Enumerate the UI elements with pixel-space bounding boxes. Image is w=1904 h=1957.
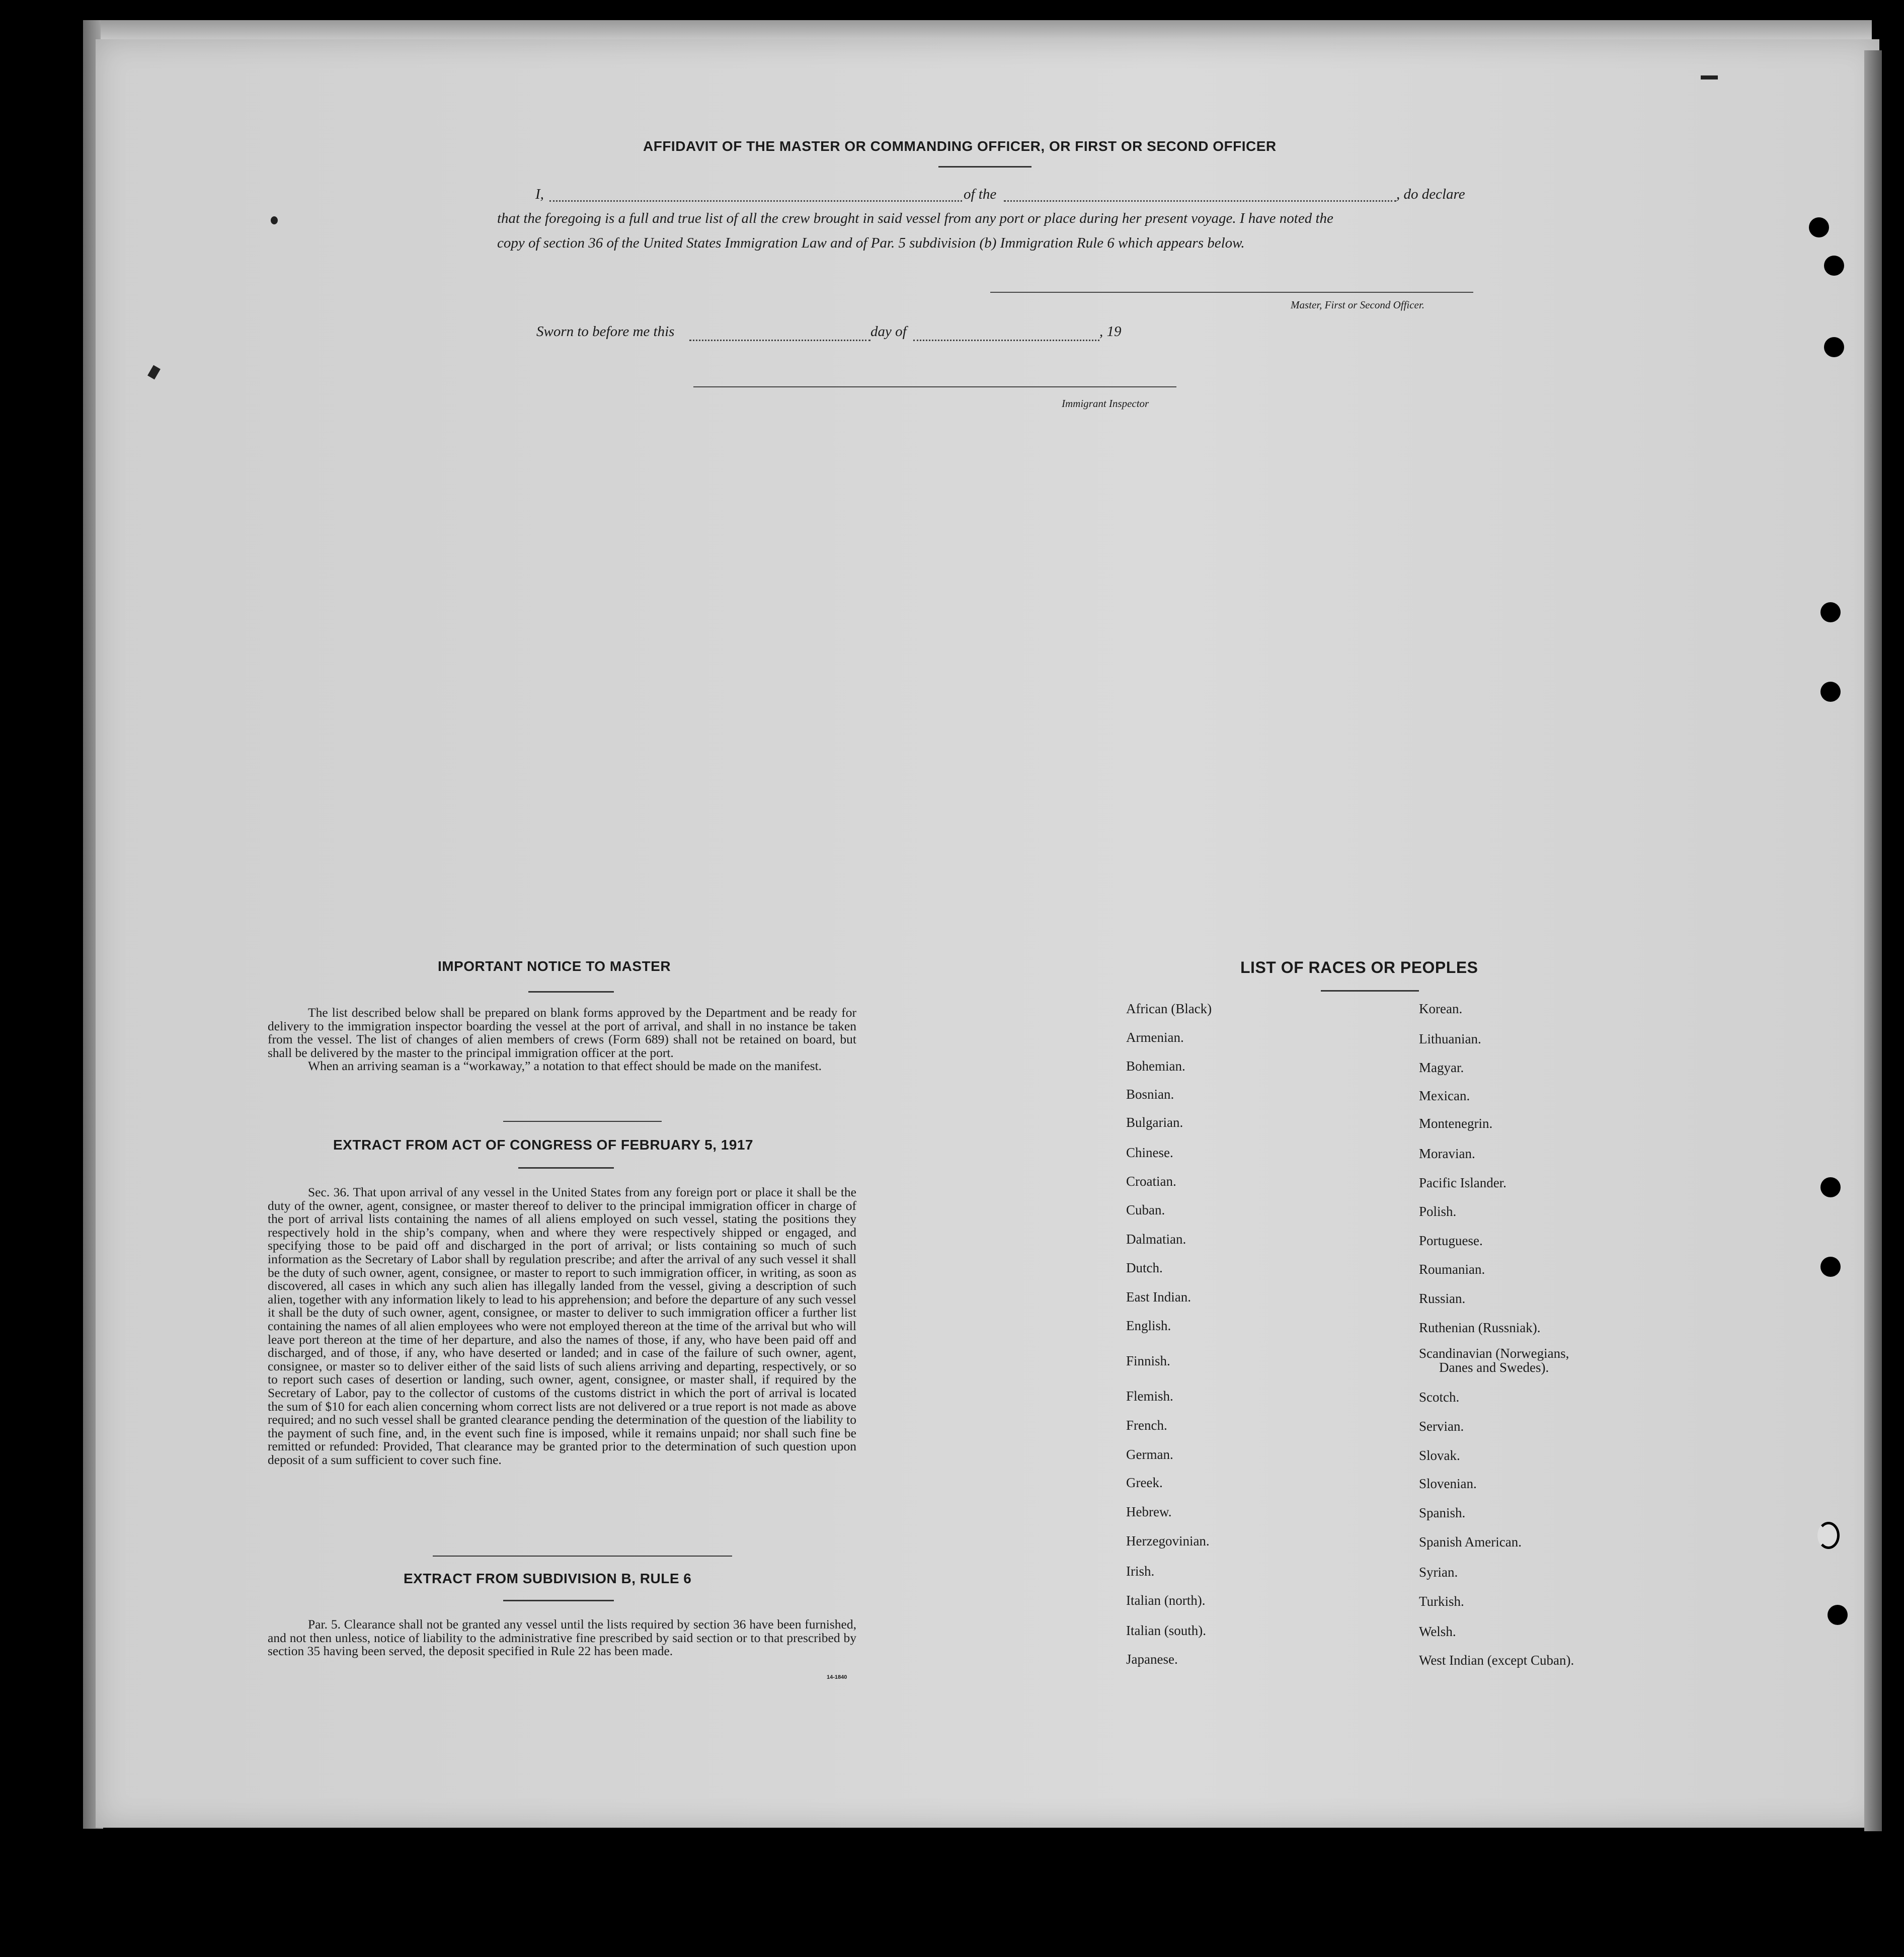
affidavit-title: AFFIDAVIT OF THE MASTER OR COMMANDING OFFICER, OR FIRST OR SECOND OFFICER	[643, 138, 1277, 154]
race-item-left: Dalmatian.	[1126, 1232, 1186, 1247]
affidavit-of-the-label: of the	[964, 186, 997, 202]
punch-hole	[1820, 682, 1841, 702]
officer-signature-field[interactable]	[990, 292, 1473, 293]
section-divider	[433, 1556, 732, 1557]
act-extract-paragraph: Sec. 36. That upon arrival of any vessel in the United States from any foreign port or place it shall be the duty of the owner, agent, consignee, or master thereof to deliver to the principal immigration officer in charge of the port of arrival lists containing the names of all aliens employed on such vessel, stating the positions they respectively hold in the ship’s company, when and where they were respectively shipped or engaged, and specifying those to be paid off and discharged in the port of arrival; or lists containing so much of such information as the Secretary of Labor shall by regulation prescribe; and after the arrival of any such vessel it shall be the duty of such owner, agent, consignee, or master to report to such immigration officer, in writing, as soon as discovered, all cases in which any such alien has illegally landed from the vessel, giving a description of such alien, together with any information likely to lead to his apprehension; and before the departure of any such vessel it shall be the duty of such owner, agent, consignee, or master to deliver to such immigration officer a further list containing the names of all alien employees who were not employed thereon at the time of the arrival but who will leave port thereon at the time of her departure, and also the names of those, if any, who have been paid off and discharged, and of those, if any, who have deserted or landed; and in case of the failure of such owner, agent, consignee, or master so to deliver either of the said lists of such aliens arriving and departing, respectively, or so to report such cases of desertion or landing, such owner, agent, consignee, or master shall, if required by the Secretary of Labor, pay to the collector of customs of the customs district in which the port of arrival is located the sum of $10 for each alien concerning whom correct lists are not delivered or a true report is not made as above required; and no such vessel shall be granted clearance pending the determination of the question of the liability to the payment of such fine, and, in the event such fine is imposed, while it remains unpaid; nor shall such fine be remitted or refunded: Provided, That clearance may be granted prior to the determination of such question upon deposit of a sum sufficient to cover such fine.	[268, 1185, 856, 1467]
punch-hole	[1824, 337, 1844, 357]
sworn-day-field[interactable]	[689, 340, 870, 341]
race-item-left: English.	[1126, 1318, 1171, 1333]
sworn-month-field[interactable]	[913, 340, 1099, 341]
race-item-left: Cuban.	[1126, 1202, 1165, 1217]
punch-hole	[1820, 1177, 1841, 1197]
race-item-right: Russian.	[1419, 1291, 1466, 1306]
punch-hole	[1828, 1605, 1848, 1625]
race-item-right: Scandinavian (Norwegians,	[1419, 1346, 1569, 1361]
race-item-left: African (Black)	[1126, 1001, 1212, 1016]
race-item-right: Spanish.	[1419, 1505, 1466, 1520]
race-item-left: Bulgarian.	[1126, 1115, 1183, 1130]
race-item-left: Bosnian.	[1126, 1087, 1174, 1102]
act-extract-title: EXTRACT FROM ACT OF CONGRESS OF FEBRUARY 5, 1917	[333, 1137, 754, 1153]
document-page	[96, 39, 1879, 1828]
rule-extract-text	[268, 1618, 856, 1658]
race-item-right: Moravian.	[1419, 1146, 1475, 1161]
race-item-left: Italian (north).	[1126, 1593, 1206, 1608]
vessel-name-field[interactable]	[1004, 200, 1396, 202]
race-item-left: Armenian.	[1126, 1030, 1184, 1045]
sworn-prefix-label: Sworn to before me this	[536, 323, 675, 340]
ink-speck	[1701, 75, 1718, 79]
race-item-right: Turkish.	[1419, 1594, 1464, 1609]
race-item-right: Magyar.	[1419, 1060, 1464, 1075]
affidavit-line-2: that the foregoing is a full and true list of all the crew brought in said vessel from any port or place during her present voyage. I have noted the	[497, 210, 1333, 226]
races-underline	[1321, 990, 1419, 992]
race-item-right: Roumanian.	[1419, 1262, 1485, 1277]
sworn-year-label: , 19	[1099, 323, 1122, 340]
race-item-right: Portuguese.	[1419, 1233, 1483, 1248]
race-item-left: East Indian.	[1126, 1289, 1191, 1304]
inspector-signature-field[interactable]	[693, 386, 1176, 387]
race-item-left: Dutch.	[1126, 1260, 1163, 1275]
race-item-right: Scotch.	[1419, 1390, 1460, 1405]
race-item-left: Croatian.	[1126, 1174, 1176, 1189]
race-item-right: Spanish American.	[1419, 1534, 1522, 1550]
punch-hole	[1809, 217, 1829, 237]
race-item-left: French.	[1126, 1418, 1167, 1433]
punch-hole	[1824, 256, 1844, 276]
race-item-right: Ruthenian (Russniak).	[1419, 1320, 1541, 1335]
race-item-left: Bohemian.	[1126, 1058, 1185, 1074]
race-item-right: Servian.	[1419, 1419, 1464, 1434]
ink-speck	[271, 216, 278, 224]
race-item-left: Italian (south).	[1126, 1623, 1206, 1638]
race-item-right: West Indian (except Cuban).	[1419, 1653, 1574, 1668]
rule-extract-title: EXTRACT FROM SUBDIVISION B, RULE 6	[404, 1571, 692, 1586]
punch-hole	[1820, 1257, 1841, 1277]
race-item-left: Greek.	[1126, 1475, 1163, 1490]
notice-text	[268, 1006, 856, 1073]
race-item-left: Japanese.	[1126, 1652, 1178, 1667]
race-item-left: Hebrew.	[1126, 1504, 1172, 1519]
race-item-right: Montenegrin.	[1419, 1116, 1493, 1131]
race-item-right: Polish.	[1419, 1204, 1457, 1219]
officer-signature-label: Master, First or Second Officer.	[1291, 299, 1424, 311]
title-underline	[938, 166, 1032, 168]
race-item-left: Finnish.	[1126, 1353, 1170, 1368]
affiant-name-field[interactable]	[549, 200, 962, 202]
section-divider	[503, 1121, 662, 1122]
affidavit-line-3: copy of section 36 of the United States Immigration Law and of Par. 5 subdivision (b) Immigration Rule 6 which appears below.	[497, 235, 1245, 251]
punch-hole-partial	[1817, 1522, 1840, 1549]
race-item-left: Flemish.	[1126, 1389, 1173, 1404]
notice-paragraph-1: The list described below shall be prepared on blank forms approved by the Department and be ready for delivery to the immigration inspector boarding the vessel at the port of arrival, and shall in no instance be taken from the vessel. The list of changes of alien members of crews (Form 689) shall not be retained on board, but shall be delivered by the master to the principal immigration officer at the port.	[268, 1005, 856, 1060]
notice-paragraph-2: When an arriving seaman is a “workaway,” a notation to that effect should be made on the manifest.	[308, 1058, 822, 1074]
race-item-left: Chinese.	[1126, 1145, 1173, 1160]
race-item-left: German.	[1126, 1447, 1173, 1462]
act-extract-text	[268, 1186, 856, 1466]
affidavit-i-label: I,	[535, 186, 544, 202]
race-item-right: Syrian.	[1419, 1565, 1458, 1580]
race-item-right: Korean.	[1419, 1001, 1463, 1016]
inspector-signature-label: Immigrant Inspector	[1062, 397, 1149, 410]
race-item-right: Lithuanian.	[1419, 1031, 1481, 1046]
race-item-right: Pacific Islander.	[1419, 1175, 1506, 1190]
punch-hole	[1820, 602, 1841, 622]
notice-title: IMPORTANT NOTICE TO MASTER	[438, 958, 671, 974]
act-extract-underline	[518, 1167, 614, 1169]
rule-extract-paragraph: Par. 5. Clearance shall not be granted any vessel until the lists required by section 36 have been furnished, and not then unless, notice of liability to the administrative fine prescribed by said section or to that prescribed by section 35 having been served, the deposit specified in Rule 22 has been made.	[268, 1617, 856, 1659]
affidavit-declare-label: , do declare	[1396, 186, 1465, 202]
rule-extract-underline	[503, 1600, 614, 1601]
race-item-left: Irish.	[1126, 1564, 1155, 1579]
races-title: LIST OF RACES OR PEOPLES	[1240, 958, 1478, 976]
race-item-continuation: Danes and Swedes).	[1439, 1360, 1549, 1375]
race-item-right: Slovenian.	[1419, 1476, 1477, 1491]
race-item-left: Herzegovinian.	[1126, 1533, 1210, 1548]
race-item-right: Slovak.	[1419, 1448, 1460, 1463]
paper-edge-right	[1864, 50, 1882, 1831]
race-item-right: Welsh.	[1419, 1624, 1456, 1639]
notice-underline	[528, 991, 614, 993]
sworn-day-of-label: day of	[870, 323, 907, 340]
race-item-right: Mexican.	[1419, 1088, 1470, 1103]
form-number: 14-1840	[827, 1674, 847, 1680]
